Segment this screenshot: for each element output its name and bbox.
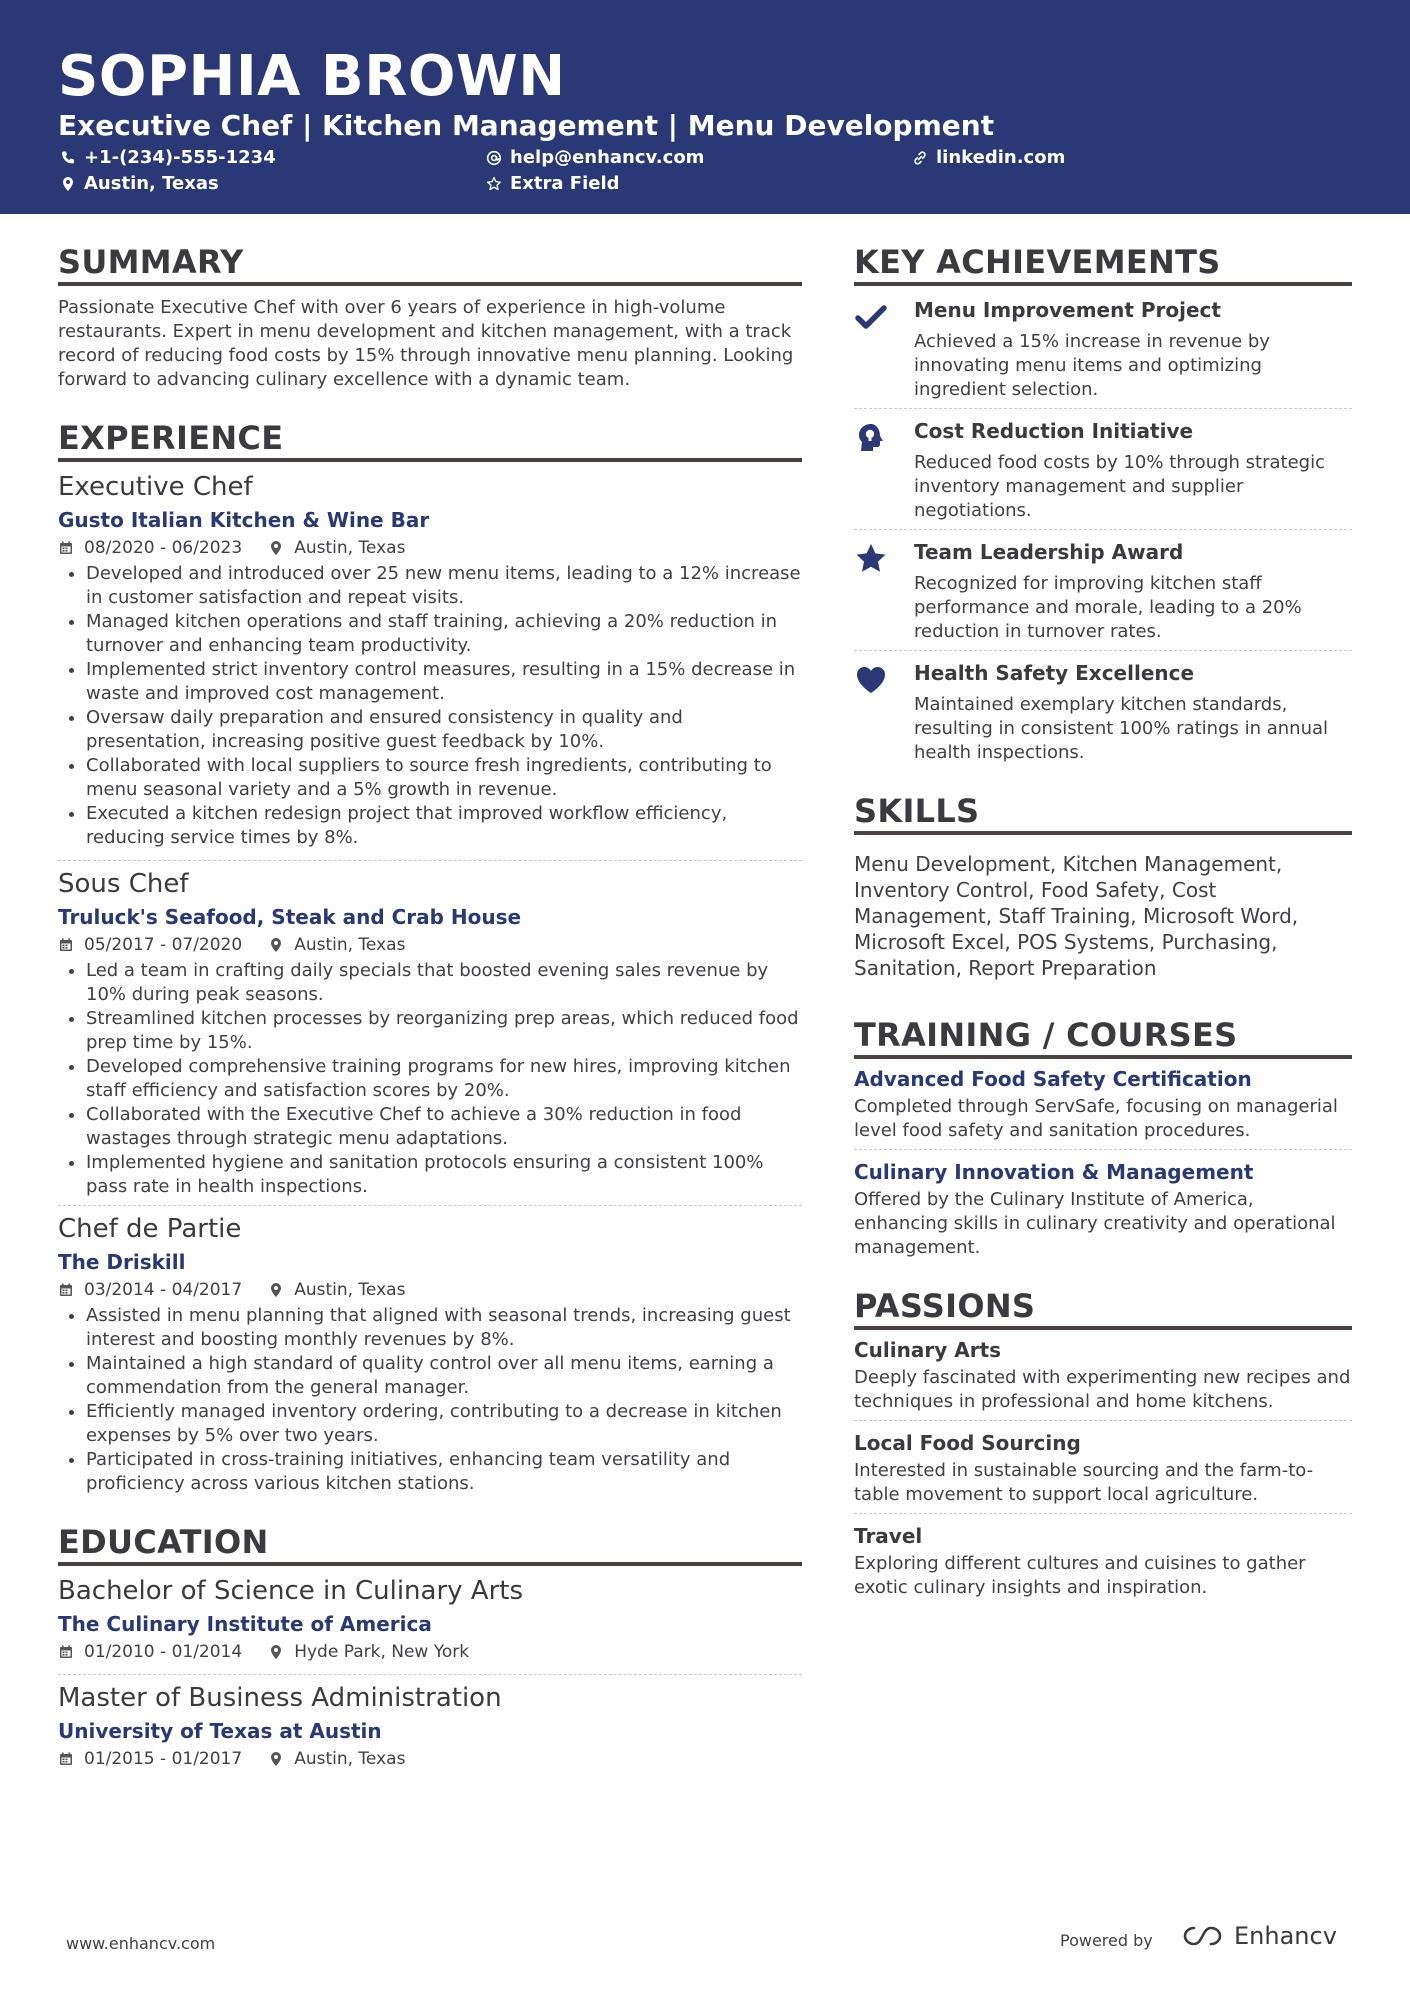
job-bullets (58, 562, 802, 850)
divider (58, 860, 802, 861)
job-meta (58, 536, 802, 560)
enhancv-logo-icon (1180, 1924, 1226, 1948)
job-location: Austin, Texas (294, 935, 406, 955)
calendar-icon (58, 1282, 74, 1298)
location-pin-icon (268, 540, 284, 556)
achievement-text: Maintained exemplary kitchen standards, resulting in consistent 100% ratings in annual health inspections. (914, 694, 1329, 763)
divider (854, 650, 1352, 651)
bullet-item: • Developed and introduced over 25 new menu items, leading to a 12% increase in customer satisfaction and repeat visits. (86, 562, 802, 610)
passion-text: Deeply fascinated with experimenting new recipes and techniques in professional and home kitchens. (854, 1367, 1351, 1412)
link-icon (912, 150, 928, 166)
email-text[interactable]: help@enhancv.com (510, 147, 705, 168)
calendar-icon (58, 540, 74, 556)
bullet-item: • Developed comprehensive training programs for new hires, improving kitchen staff efficiency and satisfaction scores by 20%. (86, 1055, 802, 1103)
training-text: Offered by the Culinary Institute of America, enhancing skills in culinary creativity and operational management. (854, 1189, 1336, 1258)
achievement-text: Reduced food costs by 10% through strategic inventory management and supplier negotiations. (914, 452, 1325, 521)
contact-extra (486, 172, 620, 196)
passion-text: Interested in sustainable sourcing and the farm-to-table movement to support local agriculture. (854, 1460, 1314, 1505)
phone-icon (60, 150, 76, 166)
passion-item (854, 1522, 1352, 1600)
passion-item (854, 1336, 1352, 1414)
bullet-item: • Oversaw daily preparation and ensured consistency in quality and presentation, increasing positive guest feedback by 10%. (86, 706, 802, 754)
achievements-heading: KEY ACHIEVEMENTS (854, 242, 1352, 286)
education-meta (58, 1640, 802, 1664)
passion-title: Culinary Arts (854, 1338, 1002, 1362)
divider (58, 1205, 802, 1206)
bullet-item: • Streamlined kitchen processes by reorganizing prep areas, which reduced food prep time by 15%. (86, 1007, 802, 1055)
achievement-title: Health Safety Excellence (914, 661, 1195, 685)
skills-text: Menu Development, Kitchen Management, Inventory Control, Food Safety, Cost Management, Staff Training, Microsoft Word, Microsoft Excel, POS Systems, Purchasing, Sanitation, Report Preparation (854, 852, 1299, 980)
education-location: Austin, Texas (294, 1749, 406, 1769)
right-column (854, 242, 1352, 1600)
bullet-item: • Managed kitchen operations and staff training, achieving a 20% reduction in turnover and enhancing team productivity. (86, 610, 802, 658)
job-dates: 03/2014 - 04/2017 (84, 1280, 243, 1300)
job-role: Sous Chef (58, 869, 189, 899)
job-role: Chef de Partie (58, 1214, 242, 1244)
candidate-name: SOPHIA BROWN (58, 44, 566, 109)
achievement-text: Recognized for improving kitchen staff performance and morale, leading to a 20% reduction in turnover rates. (914, 573, 1302, 642)
training-item (854, 1158, 1352, 1260)
bullet-item: • Maintained a high standard of quality control over all menu items, earning a commendation from the general manager. (86, 1352, 802, 1400)
job-meta (58, 933, 802, 957)
location-pin-icon (268, 1644, 284, 1660)
degree: Bachelor of Science in Culinary Arts (58, 1576, 524, 1606)
summary-text: Passionate Executive Chef with over 6 years of experience in high-volume restaurants. Expert in menu development and kitchen management, with a track record of reducing food costs by 15% through innovative menu planning. Looking forward to advancing culinary excellence with a dynamic team. (58, 297, 794, 390)
link-text[interactable]: linkedin.com (936, 147, 1066, 168)
divider (58, 1674, 802, 1675)
skills-heading: SKILLS (854, 791, 1352, 835)
extra-field-text: Extra Field (510, 173, 620, 194)
footer-website[interactable]: www.enhancv.com (66, 1934, 216, 1953)
passion-item (854, 1429, 1352, 1507)
job-dates: 08/2020 - 06/2023 (84, 538, 243, 558)
bullet-item: • Efficiently managed inventory ordering, contributing to a decrease in kitchen expenses by 5% over two years. (86, 1400, 802, 1448)
contact-location (60, 172, 219, 196)
job-dates: 05/2017 - 07/2020 (84, 935, 243, 955)
job-company: Gusto Italian Kitchen & Wine Bar (58, 508, 430, 532)
location-text: Austin, Texas (84, 173, 219, 194)
achievement-item (854, 659, 1352, 765)
phone-text[interactable]: +1-(234)-555-1234 (84, 147, 276, 168)
header-banner (0, 0, 1410, 214)
job-role: Executive Chef (58, 472, 253, 502)
divider (854, 529, 1352, 530)
divider (854, 1513, 1352, 1514)
brand-name: Enhancv (1234, 1922, 1337, 1950)
job-entry (58, 470, 802, 850)
achievement-item (854, 417, 1352, 523)
education-location: Hyde Park, New York (294, 1642, 470, 1662)
bullet-item: • Collaborated with local suppliers to source fresh ingredients, contributing to menu seasonal variety and a 5% growth in revenue. (86, 754, 802, 802)
headline: Executive Chef | Kitchen Management | Menu Development (58, 109, 995, 142)
bullet-item: • Implemented hygiene and sanitation protocols ensuring a consistent 100% pass rate in health inspections. (86, 1151, 802, 1199)
passions-heading: PASSIONS (854, 1286, 1352, 1330)
job-bullets (58, 1304, 802, 1496)
training-text: Completed through ServSafe, focusing on managerial level food safety and sanitation procedures. (854, 1096, 1338, 1141)
achievement-title: Cost Reduction Initiative (914, 419, 1194, 443)
job-location: Austin, Texas (294, 1280, 406, 1300)
education-meta (58, 1747, 802, 1771)
footer-powered-by: Powered by (1060, 1931, 1153, 1950)
education-heading: EDUCATION (58, 1522, 802, 1566)
training-heading: TRAINING / COURSES (854, 1015, 1352, 1059)
star-icon (854, 538, 900, 644)
job-company: The Driskill (58, 1250, 186, 1274)
passion-title: Local Food Sourcing (854, 1431, 1081, 1455)
achievement-text: Achieved a 15% increase in revenue by innovating menu items and optimizing ingredient selection. (914, 331, 1270, 400)
bullet-item: • Assisted in menu planning that aligned with seasonal trends, increasing guest interest and boosting monthly revenues by 8%. (86, 1304, 802, 1352)
school: The Culinary Institute of America (58, 1612, 432, 1636)
bullet-item: • Led a team in crafting daily specials that boosted evening sales revenue by 10% during peak seasons. (86, 959, 802, 1007)
bullet-item: • Participated in cross-training initiatives, enhancing team versatility and proficiency across various kitchen stations. (86, 1448, 802, 1496)
divider (854, 1149, 1352, 1150)
training-title: Advanced Food Safety Certification (854, 1067, 1252, 1091)
calendar-icon (58, 937, 74, 953)
divider (854, 408, 1352, 409)
training-title: Culinary Innovation & Management (854, 1160, 1254, 1184)
location-pin-icon (268, 1751, 284, 1767)
calendar-icon (58, 1644, 74, 1660)
contact-link (912, 146, 1065, 170)
achievement-title: Menu Improvement Project (914, 298, 1221, 322)
head-bulb-icon (854, 417, 900, 523)
job-company: Truluck's Seafood, Steak and Crab House (58, 905, 522, 929)
experience-heading: EXPERIENCE (58, 418, 802, 462)
passion-title: Travel (854, 1524, 923, 1548)
job-entry (58, 1212, 802, 1496)
calendar-icon (58, 1751, 74, 1767)
contact-email (486, 146, 704, 170)
heart-icon (854, 659, 900, 765)
training-item (854, 1065, 1352, 1143)
location-pin-icon (60, 176, 76, 192)
star-outline-icon (486, 176, 502, 192)
job-meta (58, 1278, 802, 1302)
education-dates: 01/2015 - 01/2017 (84, 1749, 243, 1769)
location-pin-icon (268, 1282, 284, 1298)
location-pin-icon (268, 937, 284, 953)
education-entry (58, 1681, 802, 1771)
bullet-item: • Implemented strict inventory control measures, resulting in a 15% decrease in waste and improved cost management. (86, 658, 802, 706)
divider (854, 1420, 1352, 1421)
bullet-item: • Collaborated with the Executive Chef to achieve a 30% reduction in food wastages through strategic menu adaptations. (86, 1103, 802, 1151)
bullet-item: • Executed a kitchen redesign project that improved workflow efficiency, reducing service times by 8%. (86, 802, 802, 850)
left-column (58, 242, 802, 1771)
checkmark-icon (854, 296, 900, 402)
education-entry (58, 1574, 802, 1664)
achievement-item (854, 538, 1352, 644)
summary-heading: SUMMARY (58, 242, 802, 286)
achievement-item (854, 296, 1352, 402)
job-entry (58, 867, 802, 1199)
at-icon (486, 150, 502, 166)
footer-brand[interactable] (1180, 1922, 1337, 1950)
school: University of Texas at Austin (58, 1719, 382, 1743)
job-bullets (58, 959, 802, 1199)
job-location: Austin, Texas (294, 538, 406, 558)
degree: Master of Business Administration (58, 1683, 502, 1713)
education-dates: 01/2010 - 01/2014 (84, 1642, 243, 1662)
achievement-title: Team Leadership Award (914, 540, 1184, 564)
passion-text: Exploring different cultures and cuisines to gather exotic culinary insights and inspiration. (854, 1553, 1306, 1598)
contact-phone (60, 146, 276, 170)
